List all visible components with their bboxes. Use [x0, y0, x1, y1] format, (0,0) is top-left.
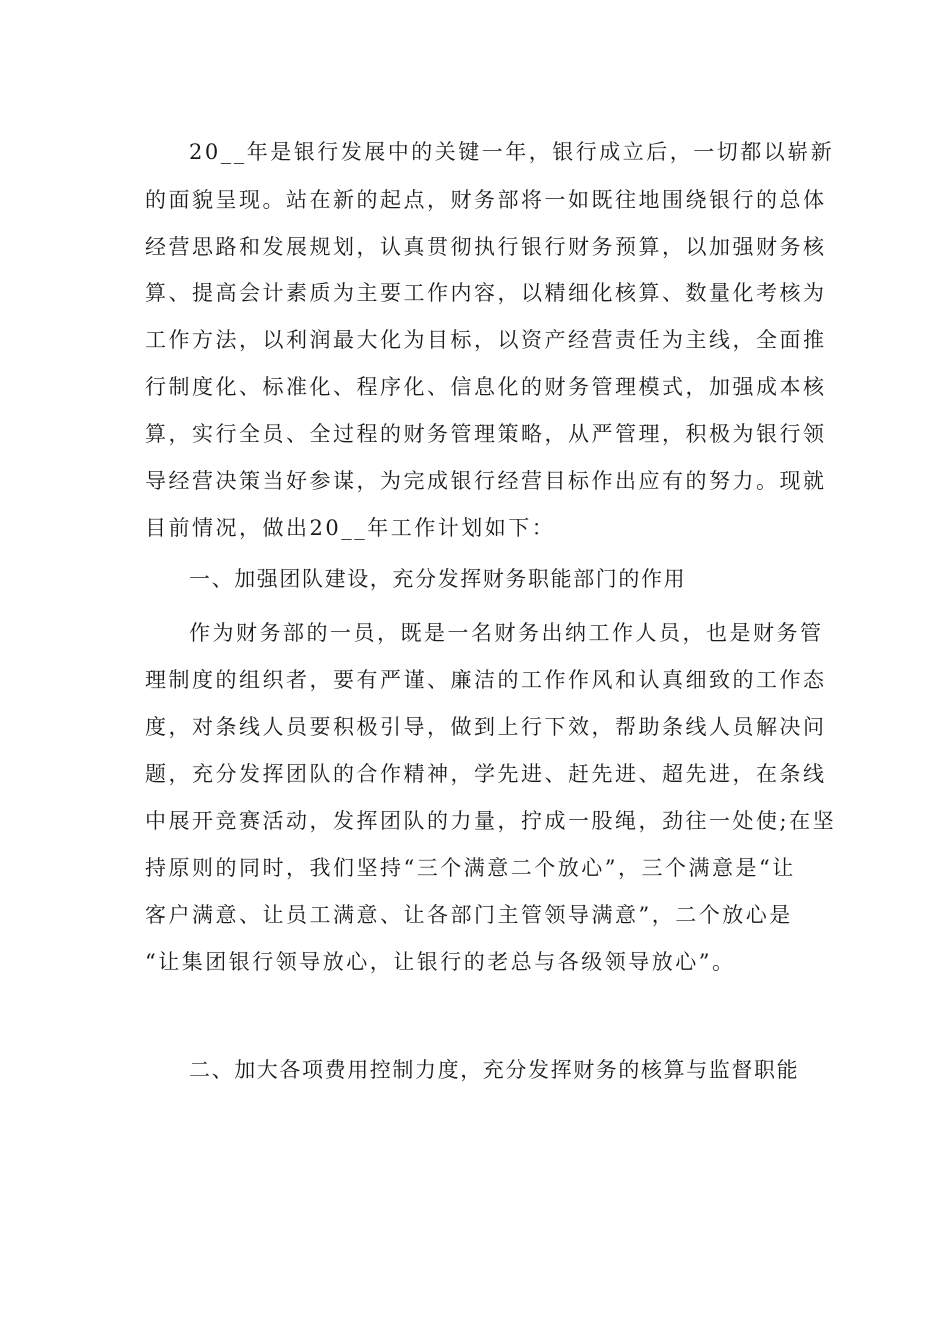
paragraph-line: 中展开竞赛活动，发挥团队的力量，拧成一股绳，劲往一处使;在坚 [145, 809, 837, 833]
paragraph-line: 度，对条线人员要积极引导，做到上行下效，帮助条线人员解决问 [145, 715, 827, 739]
paragraph-line: 题，充分发挥团队的合作精神，学先进、赶先进、超先进，在条线 [145, 762, 827, 786]
paragraph-line: 算、提高会计素质为主要工作内容，以精细化核算、数量化考核为 [145, 281, 827, 305]
paragraph-line: “让集团银行领导放心，让银行的老总与各级领导放心”。 [145, 950, 736, 974]
section-heading-2: 二、加大各项费用控制力度，充分发挥财务的核算与监督职能 [189, 1058, 800, 1082]
section-heading-1: 一、加强团队建设，充分发挥财务职能部门的作用 [189, 567, 687, 591]
paragraph-line: 算，实行全员、全过程的财务管理策略，从严管理，积极为银行领 [145, 422, 827, 446]
paragraph-line: 持原则的同时，我们坚持“三个满意二个放心”，三个满意是“让 [145, 856, 796, 880]
paragraph-line: 导经营决策当好参谋，为完成银行经营目标作出应有的努力。现就 [145, 469, 827, 493]
paragraph-line: 工作方法，以利润最大化为目标，以资产经营责任为主线，全面推 [145, 328, 827, 352]
paragraph-line: 理制度的组织者，要有严谨、廉洁的工作作风和认真细致的工作态 [145, 668, 827, 692]
paragraph-line: 目前情况，做出20__年工作计划如下： [145, 516, 556, 540]
paragraph-line: 作为财务部的一员，既是一名财务出纳工作人员，也是财务管 [189, 621, 824, 645]
paragraph-line: 经营思路和发展规划，认真贯彻执行银行财务预算，以加强财务核 [145, 235, 827, 259]
paragraph-line: 20__年是银行发展中的关键一年，银行成立后，一切都以崭新 [189, 140, 835, 164]
paragraph-line: 行制度化、标准化、程序化、信息化的财务管理模式，加强成本核 [145, 375, 827, 399]
paragraph-line: 的面貌呈现。站在新的起点，财务部将一如既往地围绕银行的总体 [145, 188, 827, 212]
paragraph-line: 客户满意、让员工满意、让各部门主管领导满意”，二个放心是 [145, 903, 793, 927]
